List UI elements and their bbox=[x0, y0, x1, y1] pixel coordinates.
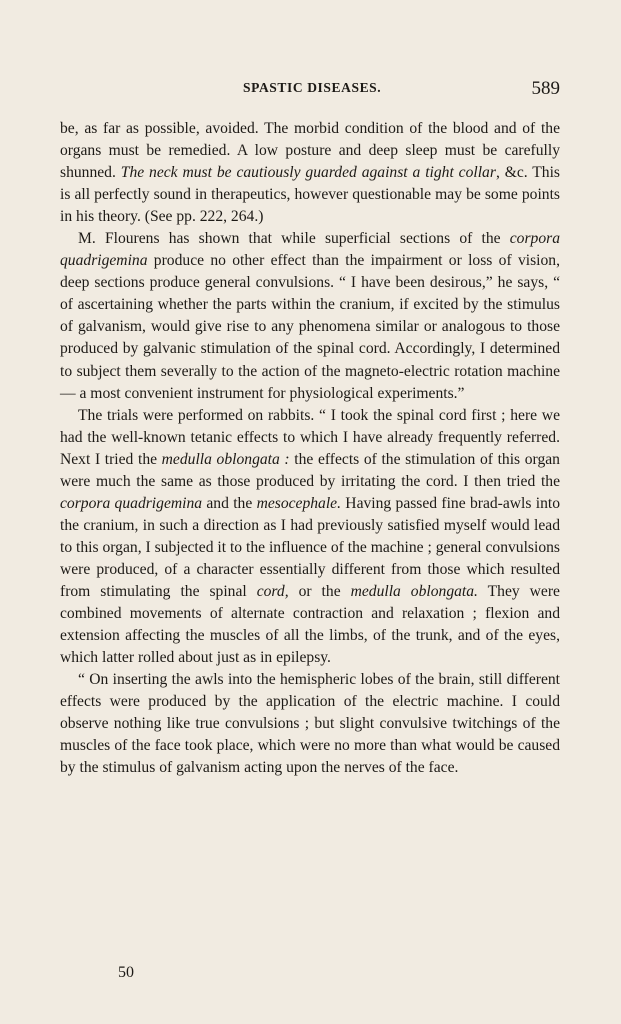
text-run: or the bbox=[288, 582, 351, 600]
body-text bbox=[60, 118, 560, 779]
italic-run: The neck must be cautiously guarded against a tight collar bbox=[120, 164, 496, 182]
italic-run: medulla oblongata : bbox=[161, 450, 290, 468]
text-run: Having passed fine brad-awls into the cranium, in such a direction as I had previously satisfied myself would lead to this organ, I subjected it to the influence of the machine ; general convulsions were produced, of a character essentially different from those which resulted from stimulating the spinal bbox=[60, 494, 561, 600]
text-run: , &c. This is all perfectly sound in therapeutics, however questionable may be some points in his theory. (See pp. 222, 264.) bbox=[60, 164, 560, 226]
text-run: “ On inserting the awls into the hemispheric lobes of the brain, still different effects were produced by the application of the electric machine. I could observe nothing like true convulsions ; but slight convulsive twitchings of the muscles of the face took place, which were no more than what would be caused by the stimulus of galvanism acting upon the nerves of the face. bbox=[60, 671, 560, 777]
italic-run: medulla oblongata. bbox=[350, 582, 478, 600]
italic-run: cord, bbox=[256, 582, 289, 600]
signature-mark: 50 bbox=[118, 964, 134, 981]
text-run: The trials were performed on rabbits. “ I took the spinal cord first ; here we had the well-known tetanic effects to which I have already frequently referred. Next I tried the bbox=[60, 406, 560, 468]
italic-run: mesocephale. bbox=[256, 494, 341, 512]
paragraph-4 bbox=[60, 669, 560, 779]
paragraph-1 bbox=[60, 118, 560, 228]
text-run: They were combined movements of alternate contraction and relaxation ; flexion and extension affecting the muscles of all the limbs, of the trunk, and of the eyes, which latter rolled about just as in epilepsy. bbox=[60, 582, 560, 667]
page-header bbox=[60, 78, 560, 102]
italic-run: corpora quadrigemina bbox=[60, 494, 203, 512]
text-run: the effects of the stimulation of this organ were much the same as those produced by irritating the cord. I then tried the bbox=[60, 450, 560, 490]
text-run: M. Flourens has shown that while superficial sections of the bbox=[78, 230, 510, 248]
paragraph-2 bbox=[60, 228, 560, 404]
running-title: SPASTIC DISEASES. bbox=[243, 80, 382, 95]
italic-run: corpora quadrigemina bbox=[60, 230, 560, 270]
page-number: 589 bbox=[531, 78, 560, 99]
paragraph-3 bbox=[60, 405, 560, 670]
text-run: be, as far as possible, avoided. The morbid condition of the blood and of the organs must be remedied. A low posture and deep sleep must be carefully shunned. bbox=[60, 120, 560, 182]
text-run: produce no other effect than the impairment or loss of vision, deep sections produce general convulsions. “ I have been desirous,” he says, “ of ascertaining whether the parts within the cranium, if excited by the stimulus of galvanism, would give rise to any phenomena similar or analogous to those produced by galvanic stimulation of the spinal cord. Accordingly, I determined to subject them severally to the action of the magneto-electric rotation machine — a most convenient instrument for physiological experiments.” bbox=[60, 252, 560, 402]
text-run: and the bbox=[202, 494, 257, 512]
